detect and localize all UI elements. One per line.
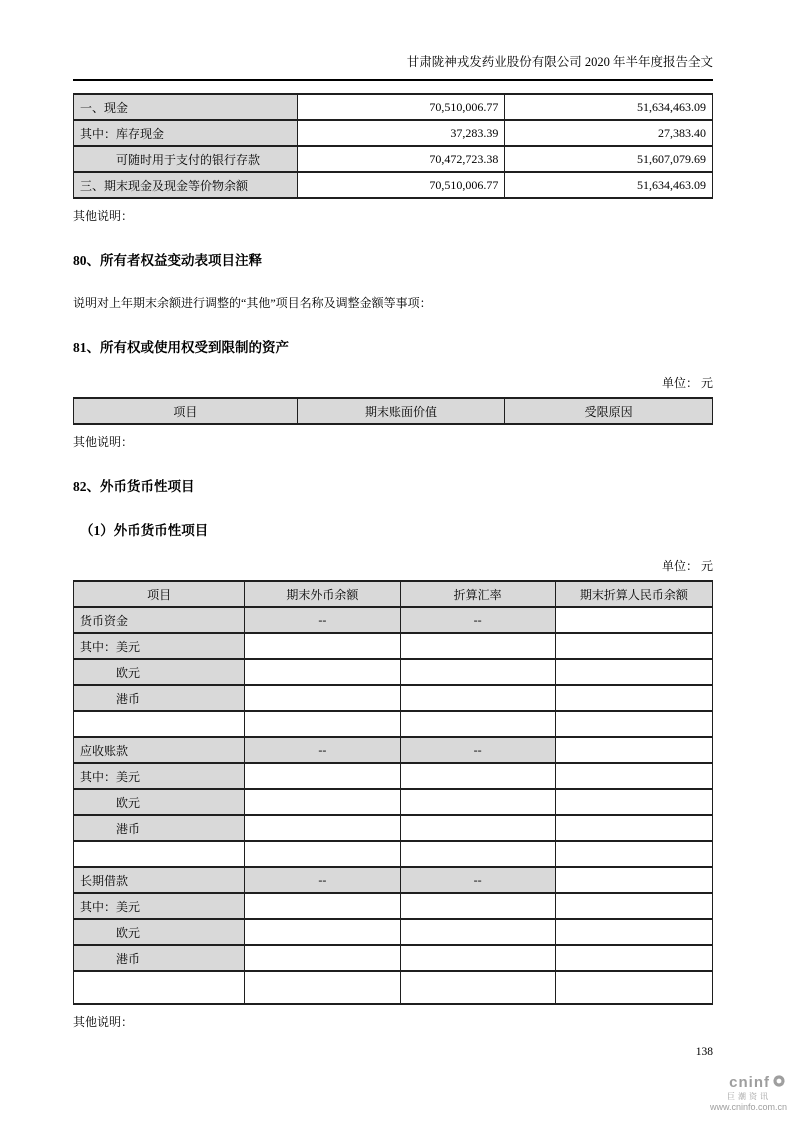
table-cell: [74, 971, 245, 1004]
table-cell: [555, 685, 712, 711]
table-cell: 一、现金: [74, 94, 298, 120]
cash-equivalents-table: [73, 93, 713, 199]
table-cell: [400, 633, 555, 659]
table-cell: [245, 633, 400, 659]
table-cell: [74, 841, 245, 867]
table-cell: [400, 841, 555, 867]
table-row: [74, 172, 713, 198]
section-81-heading: 81、所有权或使用权受到限制的资产: [73, 340, 289, 355]
column-header: 项目: [74, 581, 245, 607]
table-row: [74, 120, 713, 146]
table-cell: [555, 893, 712, 919]
table-cell: 51,607,079.69: [505, 146, 713, 172]
table-cell: --: [245, 607, 400, 633]
table-header-row: [74, 581, 713, 607]
table-cell: --: [245, 737, 400, 763]
table-row: [74, 711, 713, 737]
table-cell: [555, 607, 712, 633]
table-cell: --: [400, 867, 555, 893]
table-cell: 长期借款: [74, 867, 245, 893]
table-row: [74, 893, 713, 919]
table-cell: 51,634,463.09: [505, 94, 713, 120]
table-cell: [400, 945, 555, 971]
table-cell: 70,510,006.77: [297, 94, 505, 120]
table-row: [74, 607, 713, 633]
report-title: 甘肃陇神戎发药业股份有限公司 2020 年半年度报告全文: [406, 55, 713, 69]
column-header: 期末外币余额: [245, 581, 400, 607]
table-cell: 51,634,463.09: [505, 172, 713, 198]
table-cell: [555, 919, 712, 945]
table-cell: [555, 789, 712, 815]
table-cell: 其中：美元: [74, 893, 245, 919]
table-cell: 其中：美元: [74, 763, 245, 789]
table-cell: 港币: [74, 685, 245, 711]
table-cell: [555, 659, 712, 685]
table-cell: [400, 971, 555, 1004]
table-cell: [555, 841, 712, 867]
column-header: 受限原因: [505, 398, 713, 424]
column-header: 期末账面价值: [297, 398, 505, 424]
other-note-cash: 其他说明：: [73, 209, 134, 223]
table-cell: 27,383.40: [505, 120, 713, 146]
table-cell: 应收账款: [74, 737, 245, 763]
table-cell: [400, 711, 555, 737]
foreign-currency-table: [73, 580, 713, 1005]
table-cell: [400, 659, 555, 685]
table-cell: [245, 945, 400, 971]
cninfo-logo: [710, 1073, 787, 1112]
restricted-assets-table: [73, 397, 713, 425]
table-cell: 其中：库存现金: [74, 120, 298, 146]
cninfo-chinese-name: 巨潮资讯: [727, 1092, 771, 1102]
table-row: [74, 633, 713, 659]
section-82-heading: 82、外币货币性项目: [73, 479, 195, 494]
table-row: [74, 685, 713, 711]
table-cell: 37,283.39: [297, 120, 505, 146]
table-cell: 欧元: [74, 789, 245, 815]
section-82-subheading: （1）外币货币性项目: [80, 523, 209, 538]
unit-label-82: 单位： 元: [661, 559, 713, 573]
column-header: 折算汇率: [400, 581, 555, 607]
table-row: [74, 867, 713, 893]
table-header-row: [74, 398, 713, 424]
table-cell: 欧元: [74, 919, 245, 945]
table-cell: 其中：美元: [74, 633, 245, 659]
table-cell: [245, 815, 400, 841]
column-header: 项目: [74, 398, 298, 424]
table-row: [74, 919, 713, 945]
table-cell: [400, 893, 555, 919]
table-cell: 70,472,723.38: [297, 146, 505, 172]
table-cell: 三、期末现金及现金等价物余额: [74, 172, 298, 198]
table-row: [74, 737, 713, 763]
page-number: 138: [695, 1046, 713, 1058]
table-row: [74, 763, 713, 789]
table-cell: [245, 763, 400, 789]
table-cell: [245, 711, 400, 737]
page-header: [73, 52, 713, 81]
table-cell: [400, 685, 555, 711]
table-row: [74, 815, 713, 841]
section-80-description: 说明对上年期末余额进行调整的“其他”项目名称及调整金额等事项：: [73, 296, 432, 310]
table-cell: [245, 659, 400, 685]
unit-label-81: 单位： 元: [661, 376, 713, 390]
table-cell: [245, 971, 400, 1004]
table-cell: --: [245, 867, 400, 893]
table-cell: --: [400, 737, 555, 763]
table-cell: [74, 711, 245, 737]
section-80-heading: 80、所有者权益变动表项目注释: [73, 253, 262, 268]
cninfo-brand-text: cninf: [729, 1074, 770, 1092]
other-note-82: 其他说明：: [73, 1015, 134, 1029]
table-cell: 货币资金: [74, 607, 245, 633]
table-cell: [400, 789, 555, 815]
table-row: [74, 971, 713, 1004]
table-cell: [245, 893, 400, 919]
table-cell: [245, 841, 400, 867]
column-header: 期末折算人民币余额: [555, 581, 712, 607]
table-cell: [555, 763, 712, 789]
table-cell: 可随时用于支付的银行存款: [74, 146, 298, 172]
cninfo-brand: [710, 1073, 787, 1093]
table-cell: --: [400, 607, 555, 633]
table-cell: [555, 945, 712, 971]
table-cell: [400, 919, 555, 945]
table-cell: [555, 711, 712, 737]
table-cell: [400, 763, 555, 789]
table-cell: [245, 919, 400, 945]
cninfo-url: www.cninfo.com.cn: [709, 1101, 787, 1112]
table-row: [74, 659, 713, 685]
table-cell: [400, 815, 555, 841]
table-cell: [245, 685, 400, 711]
table-cell: [555, 737, 712, 763]
table-cell: [555, 633, 712, 659]
table-cell: 港币: [74, 815, 245, 841]
table-cell: 港币: [74, 945, 245, 971]
table-row: [74, 789, 713, 815]
table-cell: [555, 815, 712, 841]
other-note-81: 其他说明：: [73, 435, 134, 449]
table-cell: [555, 971, 712, 1004]
table-cell: [245, 789, 400, 815]
table-cell: [555, 867, 712, 893]
table-row: [74, 94, 713, 120]
table-row: [74, 841, 713, 867]
table-row: [74, 146, 713, 172]
cninfo-swirl-icon: [771, 1073, 787, 1093]
table-cell: 欧元: [74, 659, 245, 685]
table-cell: 70,510,006.77: [297, 172, 505, 198]
table-row: [74, 945, 713, 971]
